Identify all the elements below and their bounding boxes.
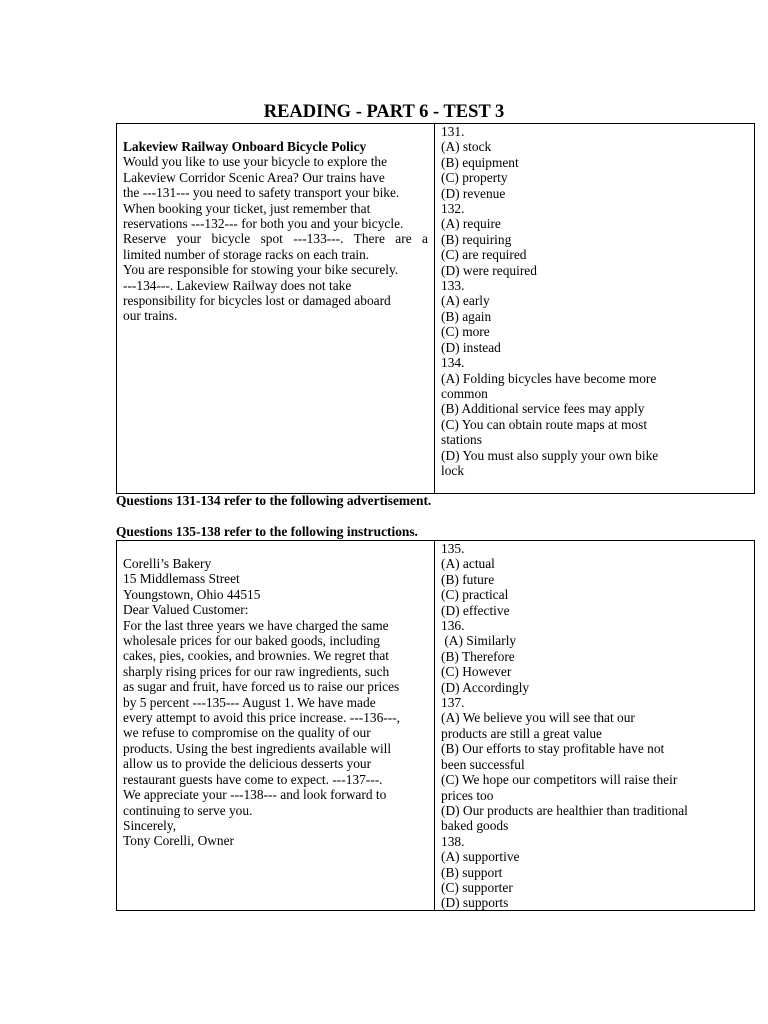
passage-cell bbox=[117, 541, 435, 910]
answer-option[interactable]: (C) You can obtain route maps at most bbox=[441, 416, 648, 432]
passage-line: reservations ---132--- for both you and your bicycle. bbox=[123, 216, 404, 232]
passage-line: responsibility for bicycles lost or damaged aboard bbox=[123, 293, 391, 309]
answer-option[interactable]: (C) We hope our competitors will raise their bbox=[441, 772, 678, 788]
answer-option[interactable]: (B) future bbox=[441, 571, 495, 587]
passage-line: by 5 percent ---135--- August 1. We have made bbox=[123, 694, 376, 710]
passage-line: You are responsible for stowing your bike securely. bbox=[123, 262, 399, 278]
passage-line: Corelli’s Bakery bbox=[123, 556, 212, 571]
question-number: 131. bbox=[441, 124, 465, 139]
answer-option[interactable]: (B) support bbox=[441, 864, 503, 880]
question-number: 133. bbox=[441, 278, 465, 294]
answer-option-continued[interactable]: stations bbox=[441, 432, 482, 448]
answer-option[interactable]: (A) We believe you will see that our bbox=[441, 710, 635, 726]
passage-line: Sincerely, bbox=[123, 817, 177, 833]
passage-line: restaurant guests have come to expect. ---137---. bbox=[123, 771, 383, 787]
answer-option[interactable]: (C) more bbox=[441, 324, 490, 340]
passage-line: sharply rising prices for our raw ingredients, such bbox=[123, 663, 390, 679]
passage-line: Would you like to use your bicycle to explore the bbox=[123, 154, 388, 170]
section-intro-135-138: Questions 135-138 refer to the following instructions. bbox=[116, 524, 418, 539]
question-table-131-134 bbox=[116, 123, 755, 494]
answer-option[interactable]: (A) stock bbox=[441, 139, 492, 155]
answer-option[interactable]: (B) Therefore bbox=[441, 648, 515, 664]
answer-option[interactable]: (A) Folding bicycles have become more bbox=[441, 370, 657, 386]
answer-option-continued[interactable]: products are still a great value bbox=[441, 725, 602, 741]
answer-option[interactable]: (B) Our efforts to stay profitable have not bbox=[441, 741, 665, 757]
passage-line: allow us to provide the delicious desserts your bbox=[123, 756, 372, 772]
answer-option[interactable]: (A) actual bbox=[441, 556, 495, 572]
answer-option[interactable]: (B) again bbox=[441, 308, 492, 324]
passage-line: For the last three years we have charged the same bbox=[123, 617, 389, 633]
answer-option[interactable]: (C) supporter bbox=[441, 879, 513, 895]
answer-option[interactable]: (B) Additional service fees may apply bbox=[441, 401, 645, 417]
answer-option[interactable]: (D) Accordingly bbox=[441, 679, 530, 695]
passage-line: Tony Corelli, Owner bbox=[123, 833, 235, 849]
passage-line: 15 Middlemass Street bbox=[123, 571, 240, 587]
answer-option-continued[interactable]: been successful bbox=[441, 756, 525, 772]
question-number: 136. bbox=[441, 618, 465, 634]
question-table-135-138 bbox=[116, 540, 755, 911]
answer-option-continued[interactable]: lock bbox=[441, 462, 465, 478]
passage-line: as sugar and fruit, have forced us to raise our prices bbox=[123, 679, 400, 695]
question-number: 134. bbox=[441, 355, 465, 371]
passage-cell bbox=[117, 124, 435, 493]
passage-line: Dear Valued Customer: bbox=[123, 602, 249, 618]
answer-option[interactable]: (A) Similarly bbox=[441, 633, 517, 649]
passage-line: cakes, pies, cookies, and brownies. We regret that bbox=[123, 648, 390, 664]
answer-option-continued[interactable]: baked goods bbox=[441, 818, 509, 834]
answers-cell bbox=[435, 124, 754, 493]
passage-line: every attempt to avoid this price increase. ---136---, bbox=[123, 710, 400, 726]
answer-option[interactable]: (C) practical bbox=[441, 587, 509, 603]
answer-option[interactable]: (D) You must also supply your own bike bbox=[441, 447, 659, 463]
answer-option[interactable]: (A) require bbox=[441, 216, 501, 232]
passage-line: ---134---. Lakeview Railway does not take bbox=[123, 277, 352, 293]
passage-line: Lakeview Corridor Scenic Area? Our trains have bbox=[123, 169, 385, 185]
answer-option[interactable]: (D) were required bbox=[441, 262, 537, 278]
answer-option[interactable]: (D) effective bbox=[441, 602, 510, 618]
passage-line: we refuse to compromise on the quality of our bbox=[123, 725, 371, 741]
answer-option[interactable]: (C) However bbox=[441, 664, 512, 680]
passage-line: We appreciate your ---138--- and look forward to bbox=[123, 787, 387, 803]
answer-option[interactable]: (D) Our products are healthier than traditional bbox=[441, 802, 688, 818]
passage-line: limited number of storage racks on each train. bbox=[123, 246, 370, 262]
answer-option[interactable]: (D) instead bbox=[441, 339, 501, 355]
answer-option[interactable]: (A) supportive bbox=[441, 849, 520, 865]
page-title: READING - PART 6 - TEST 3 bbox=[263, 102, 505, 122]
passage-line: continuing to serve you. bbox=[123, 802, 253, 818]
passage-line: our trains. bbox=[123, 308, 178, 324]
answers-cell bbox=[435, 541, 754, 910]
question-number: 135. bbox=[441, 541, 465, 556]
passage-line: products. Using the best ingredients available will bbox=[123, 740, 392, 756]
passage-title: Lakeview Railway Onboard Bicycle Policy bbox=[123, 139, 367, 154]
answer-option-continued[interactable]: prices too bbox=[441, 787, 494, 803]
passage-line: the ---131--- you need to safety transport your bike. bbox=[123, 185, 400, 201]
passage-line: wholesale prices for our baked goods, including bbox=[123, 633, 380, 649]
answer-option[interactable]: (A) early bbox=[441, 293, 490, 309]
section-intro-131-134: Questions 131-134 refer to the following advertisement. bbox=[116, 493, 432, 508]
question-number: 132. bbox=[441, 201, 465, 217]
answer-option[interactable]: (C) property bbox=[441, 170, 508, 186]
answer-option[interactable]: (B) equipment bbox=[441, 154, 519, 170]
answer-option-continued[interactable]: common bbox=[441, 385, 488, 401]
question-number: 137. bbox=[441, 695, 465, 711]
answer-option[interactable]: (B) requiring bbox=[441, 231, 512, 247]
passage-line: Reserve your bicycle spot ---133---. There are a bbox=[123, 231, 428, 247]
answer-option[interactable]: (D) supports bbox=[441, 895, 509, 911]
passage-line: When booking your ticket, just remember that bbox=[123, 200, 371, 216]
answer-option[interactable]: (D) revenue bbox=[441, 185, 506, 201]
passage-line: Youngstown, Ohio 44515 bbox=[123, 586, 261, 602]
answer-option[interactable]: (C) are required bbox=[441, 247, 527, 263]
question-number: 138. bbox=[441, 833, 465, 849]
